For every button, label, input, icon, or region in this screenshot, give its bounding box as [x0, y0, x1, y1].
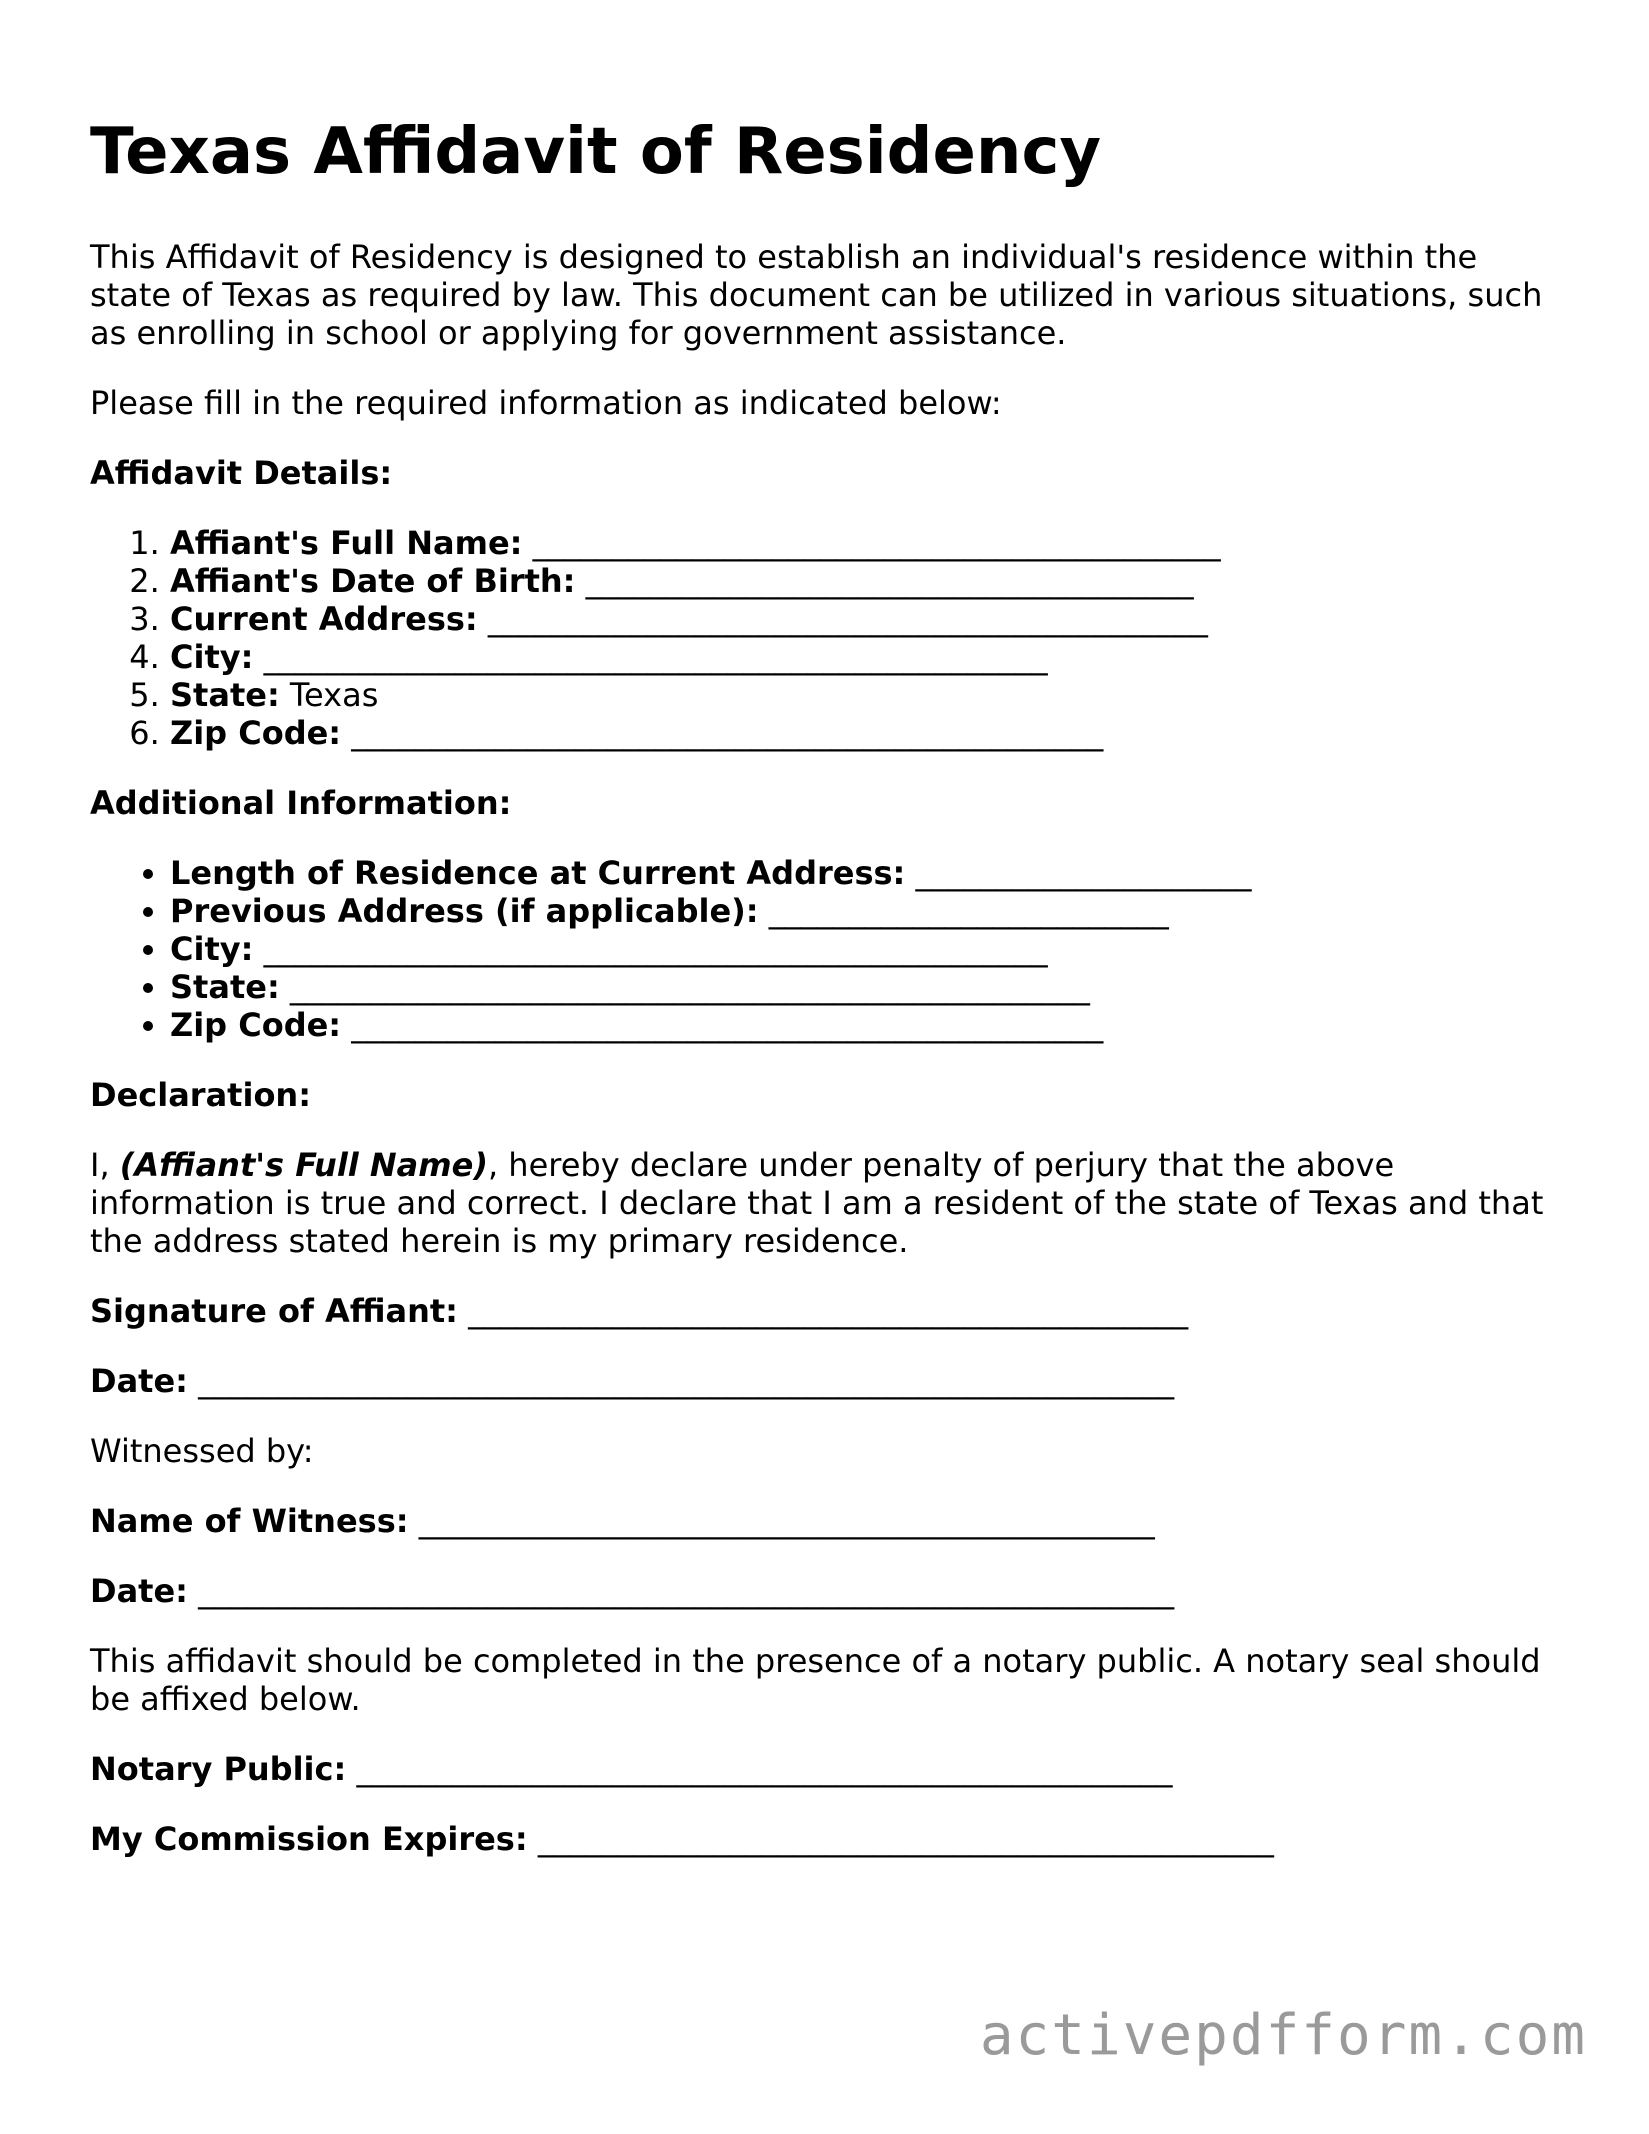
notary-note: This affidavit should be completed in the presence of a notary public. A notary seal should be affixed below.: [90, 1642, 1541, 1718]
zip-blank[interactable]: _______________________________________________: [351, 714, 1104, 752]
date-blank-1[interactable]: _____________________________________________________________: [198, 1362, 1175, 1400]
witnessed-by: Witnessed by:: [90, 1432, 314, 1470]
details-item-zip: [170, 714, 1560, 752]
commission-label: My Commission Expires:: [90, 1820, 528, 1858]
field-label: State:: [170, 968, 280, 1006]
document-page: [90, 112, 1560, 1890]
additional-item-previous-address: [170, 892, 1560, 930]
affiant-name-placeholder: (Affiant's Full Name): [119, 1146, 488, 1184]
additional-item-length: [170, 854, 1560, 892]
witness-name-blank[interactable]: ______________________________________________: [418, 1502, 1155, 1540]
details-item-state: [170, 676, 1560, 714]
signature-blank[interactable]: _____________________________________________: [468, 1292, 1189, 1330]
witness-name-line: [90, 1502, 1560, 1540]
date-label: Date:: [90, 1572, 188, 1610]
notary-public-label: Notary Public:: [90, 1750, 347, 1788]
address-blank[interactable]: _____________________________________________: [487, 600, 1208, 638]
watermark: activepdfform.com: [979, 2003, 1587, 2068]
notary-public-blank[interactable]: ___________________________________________________: [356, 1750, 1173, 1788]
intro-paragraph: This Affidavit of Residency is designed to establish an individual's residence within the state of Texas as required by law. This document can be utilized in various situations, such as enrolling in school or applying for government assistance.: [90, 238, 1543, 352]
details-item-city: [170, 638, 1560, 676]
dob-blank[interactable]: ______________________________________: [585, 562, 1194, 600]
field-label: Previous Address (if applicable):: [170, 892, 759, 930]
declaration-text: , hereby declare under penalty of perjury that the above information is true and correct. I declare that I am a resident of the state of Texas and that the address stated herein is my primary residence.: [90, 1146, 1544, 1260]
field-label: Zip Code:: [170, 1006, 342, 1044]
prev-zip-blank[interactable]: _______________________________________________: [351, 1006, 1104, 1044]
page-title: Texas Affidavit of Residency: [90, 115, 1102, 189]
declaration-prefix: I,: [90, 1146, 120, 1184]
field-label: City:: [170, 930, 254, 968]
field-label: Zip Code:: [170, 714, 342, 752]
signature-line: [90, 1292, 1560, 1330]
commission-blank[interactable]: ______________________________________________: [537, 1820, 1274, 1858]
state-value: Texas: [289, 676, 379, 714]
field-label: Current Address:: [170, 600, 478, 638]
prev-state-blank[interactable]: __________________________________________________: [289, 968, 1090, 1006]
field-label: Affiant's Date of Birth:: [170, 562, 576, 600]
notary-public-line: [90, 1750, 1560, 1788]
date-blank-2[interactable]: _____________________________________________________________: [198, 1572, 1175, 1610]
details-item-full-name: [170, 524, 1560, 562]
signature-label: Signature of Affiant:: [90, 1292, 458, 1330]
commission-line: [90, 1820, 1560, 1858]
additional-item-state: [170, 968, 1560, 1006]
field-label: State:: [170, 676, 280, 714]
field-label: Length of Residence at Current Address:: [170, 854, 906, 892]
details-list: [90, 524, 1560, 752]
instructions-paragraph: Please fill in the required information as indicated below:: [90, 384, 1002, 422]
date-line-1: [90, 1362, 1560, 1400]
full-name-blank[interactable]: ___________________________________________: [532, 524, 1221, 562]
additional-item-zip: [170, 1006, 1560, 1044]
details-item-dob: [170, 562, 1560, 600]
city-blank[interactable]: _________________________________________________: [263, 638, 1048, 676]
declaration-heading: Declaration:: [90, 1076, 311, 1114]
details-heading: Affidavit Details:: [90, 454, 393, 492]
date-label: Date:: [90, 1362, 188, 1400]
witness-name-label: Name of Witness:: [90, 1502, 409, 1540]
additional-heading: Additional Information:: [90, 784, 512, 822]
field-label: Affiant's Full Name:: [170, 524, 523, 562]
additional-item-city: [170, 930, 1560, 968]
additional-list: [90, 854, 1560, 1044]
field-label: City:: [170, 638, 254, 676]
previous-address-blank[interactable]: _________________________: [768, 892, 1169, 930]
length-blank[interactable]: _____________________: [915, 854, 1252, 892]
prev-city-blank[interactable]: _________________________________________________: [263, 930, 1048, 968]
date-line-2: [90, 1572, 1560, 1610]
details-item-address: [170, 600, 1560, 638]
declaration-paragraph: [90, 1146, 1560, 1260]
